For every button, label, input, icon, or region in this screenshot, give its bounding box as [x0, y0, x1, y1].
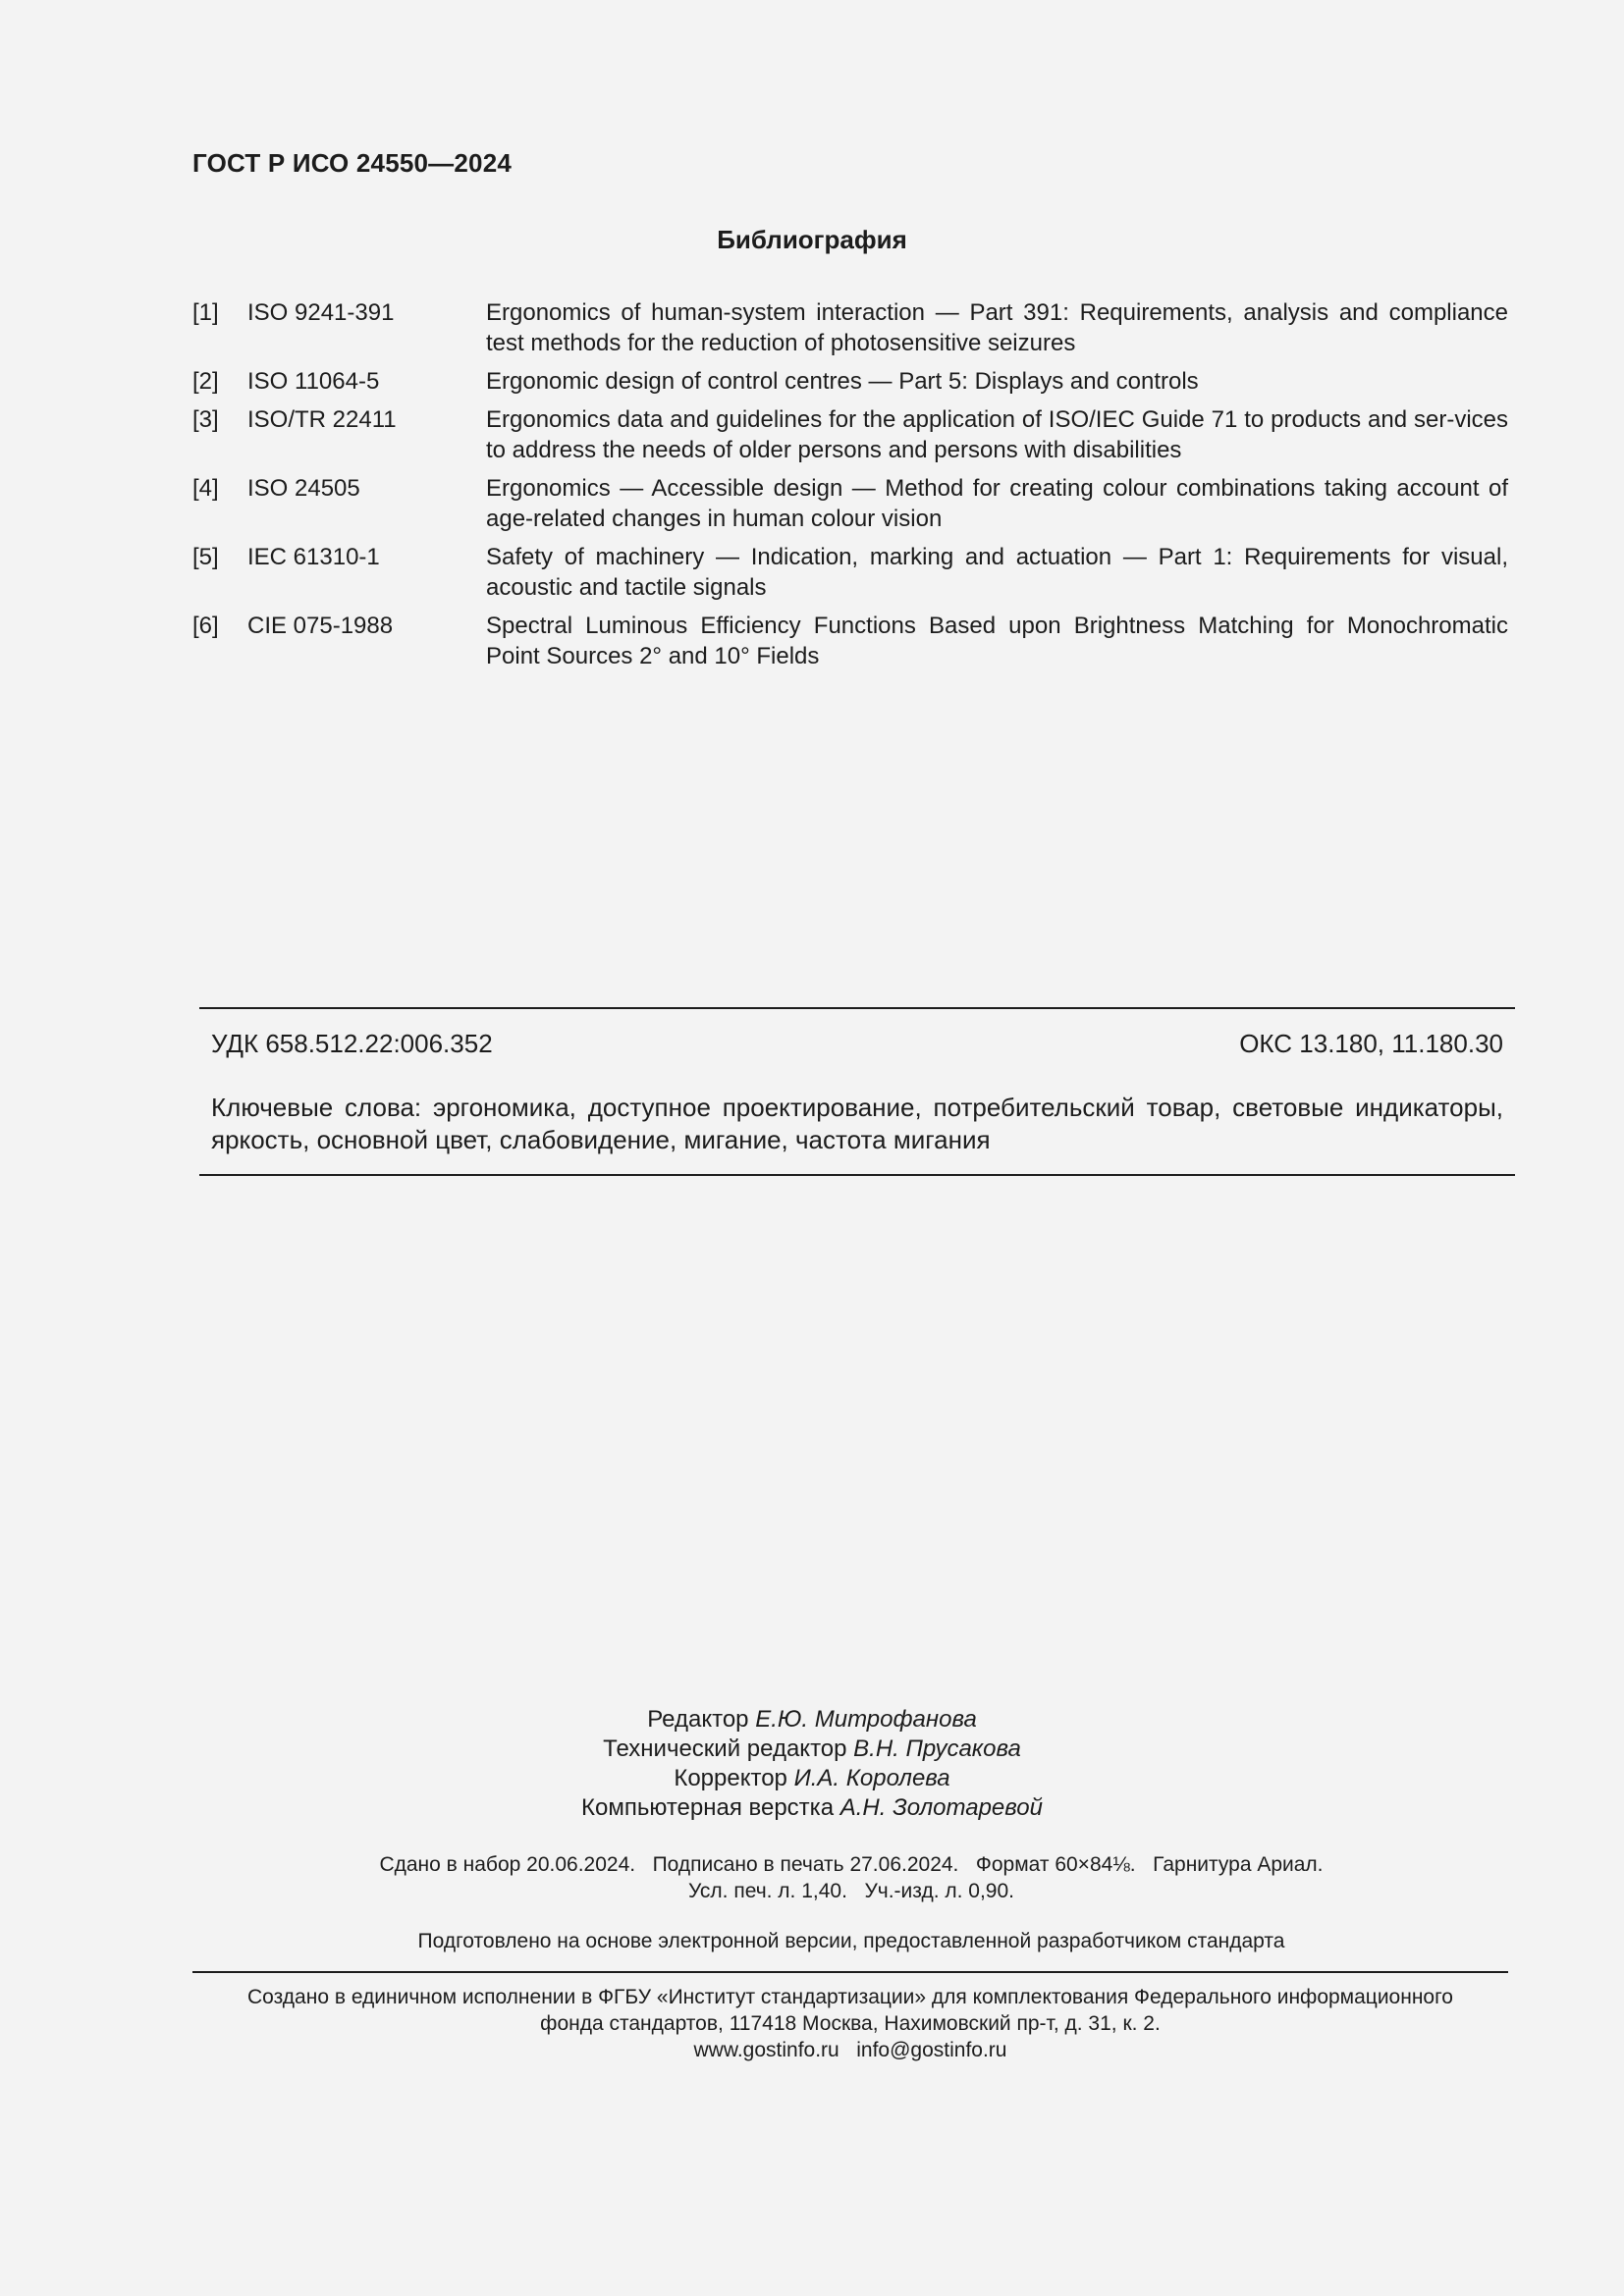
imprint-line: Усл. печ. л. 1,40. Уч.-изд. л. 0,90.	[687, 1880, 1014, 1902]
document-header-title: ГОСТ Р ИСО 24550—2024	[192, 148, 513, 178]
credit-role: Технический редактор	[603, 1735, 847, 1762]
imprint-line: Сдано в набор 20.06.2024. Подписано в печать 27.06.2024. Формат 60×84⅛. Гарнитура Ариал.	[379, 1853, 1324, 1876]
credit-line	[0, 1705, 1624, 1735]
bibliography-entry	[192, 297, 1508, 358]
udk-code: УДК 658.512.22:006.352	[211, 1029, 493, 1058]
credit-name: И.А. Королева	[793, 1765, 950, 1791]
classification-box	[199, 1007, 1515, 1176]
footer-line: фонда стандартов, 117418 Москва, Нахимовский пр-т, д. 31, к. 2.	[540, 2012, 1161, 2035]
entry-standard-code: ISO 24505	[247, 475, 360, 502]
bibliography-entry	[192, 404, 1508, 465]
entry-title: Ergonomics — Accessible design — Method for creating colour combinations taking account of age-related changes in human colour vision	[486, 475, 1508, 532]
entry-title: Safety of machinery — Indication, marking and actuation — Part 1: Requirements for visual, acoustic and tactile signals	[486, 544, 1508, 601]
entry-number: [2]	[192, 368, 219, 395]
credit-line	[0, 1793, 1624, 1823]
entry-number: [4]	[192, 475, 219, 502]
credit-line	[0, 1764, 1624, 1793]
imprint-block	[0, 1851, 1624, 1904]
credit-role: Компьютерная верстка	[581, 1794, 835, 1821]
credit-name: Е.Ю. Митрофанова	[755, 1706, 977, 1733]
bibliography-entry	[192, 473, 1508, 534]
oks-code: ОКС 13.180, 11.180.30	[1239, 1029, 1503, 1058]
entry-number: [3]	[192, 406, 219, 433]
footer-contacts	[192, 2037, 1508, 2063]
bibliography-title: Библиография	[717, 225, 907, 254]
credit-role: Корректор	[674, 1765, 787, 1791]
bibliography-list	[192, 297, 1508, 679]
entry-standard-code: ISO 11064-5	[247, 368, 380, 395]
email-link[interactable]: info@gostinfo.ru	[856, 2039, 1007, 2061]
website-link[interactable]: www.gostinfo.ru	[693, 2039, 839, 2061]
entry-standard-code: CIE 075-1988	[247, 613, 394, 639]
bibliography-entry	[192, 366, 1508, 397]
prepared-note: Подготовлено на основе электронной версии, предоставленной разработчиком стандарта	[417, 1930, 1285, 1952]
entry-standard-code: ISO/TR 22411	[247, 406, 397, 433]
entry-standard-code: IEC 61310-1	[247, 544, 380, 570]
credit-line	[0, 1735, 1624, 1764]
entry-number: [5]	[192, 544, 219, 570]
entry-number: [1]	[192, 299, 219, 326]
credit-name: В.Н. Прусакова	[853, 1735, 1021, 1762]
credit-name: А.Н. Золотаревой	[839, 1794, 1043, 1821]
entry-title: Ergonomics data and guidelines for the application of ISO/IEC Guide 71 to products and ser-vices to address the needs of older persons and persons with disabilities	[486, 406, 1508, 463]
bibliography-entry	[192, 611, 1508, 671]
bibliography-entry	[192, 542, 1508, 603]
entry-title: Ergonomics of human-system interaction — Part 391: Requirements, analysis and compliance test methods for the reduction of photosensitive seizures	[486, 299, 1508, 356]
entry-title: Ergonomic design of control centres — Part 5: Displays and controls	[486, 368, 1199, 395]
entry-standard-code: ISO 9241-391	[247, 299, 395, 326]
credits-block	[0, 1705, 1624, 1823]
footer-block	[192, 1984, 1508, 2063]
credit-role: Редактор	[647, 1706, 749, 1733]
footer-line: Создано в единичном исполнении в ФГБУ «Институт стандартизации» для комплектования Федерального информационного	[247, 1986, 1453, 2008]
entry-number: [6]	[192, 613, 219, 639]
footer-divider	[192, 1971, 1508, 1973]
entry-title: Spectral Luminous Efficiency Functions Based upon Brightness Matching for Monochromatic Point Sources 2° and 10° Fields	[486, 613, 1508, 669]
keywords-text: Ключевые слова: эргономика, доступное проектирование, потребительский товар, световые индикаторы, яркость, основной цвет, слабовидение, мигание, частота мигания	[211, 1093, 1503, 1154]
